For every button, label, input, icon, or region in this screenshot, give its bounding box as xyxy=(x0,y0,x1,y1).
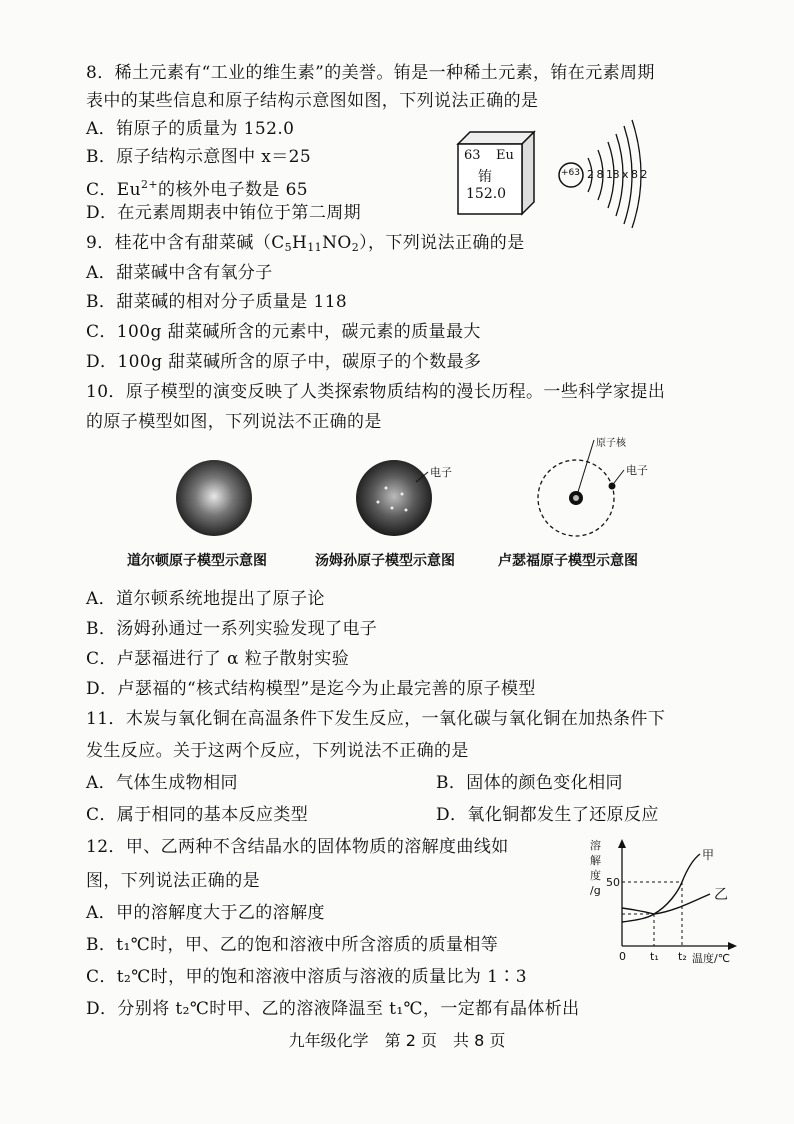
q11-option-a: A．气体生成物相同 xyxy=(86,773,238,793)
atom-shell-electrons: 2 8 18 x 8 2 xyxy=(587,168,647,181)
q9-formula-h-count: 11 xyxy=(307,241,323,254)
q9-formula-c-count: 5 xyxy=(284,241,293,254)
dalton-caption: 道尔顿原子模型示意图 xyxy=(127,553,267,569)
q10-option-b: B．汤姆孙通过一系列实验发现了电子 xyxy=(86,619,378,639)
q9-stem-post: ），下列说法正确的是 xyxy=(359,233,525,253)
graph-y-tick-50: 50 xyxy=(606,876,620,889)
q12-stem-line1: 12．甲、乙两种不含结晶水的固体物质的溶解度曲线如 xyxy=(86,837,509,857)
q9-option-c: C．100g 甜菜碱所含的元素中，碳元素的质量最大 xyxy=(86,322,481,342)
q8-option-a: A．铕原子的质量为 152.0 xyxy=(86,119,295,139)
q10-option-c: C．卢瑟福进行了 α 粒子散射实验 xyxy=(86,649,350,669)
thomson-caption: 汤姆孙原子模型示意图 xyxy=(315,553,455,569)
q11-stem-line2: 发生反应。关于这两个反应，下列说法不正确的是 xyxy=(86,741,469,761)
q10-stem-line1: 10．原子模型的演变反映了人类探索物质结构的漫长历程。一些科学家提出 xyxy=(86,382,666,402)
atom-nucleus-charge: +63 xyxy=(561,168,580,178)
graph-t1-label: t₁ xyxy=(650,950,659,963)
q8-option-d: D．在元素周期表中铕位于第二周期 xyxy=(86,203,362,223)
q12-option-a: A．甲的溶解度大于乙的溶解度 xyxy=(86,903,325,923)
q8-option-c-post: 的核外电子数是 65 xyxy=(157,180,309,200)
q10-option-d: D．卢瑟福的“核式结构模型”是迄今为止最完善的原子模型 xyxy=(86,679,536,699)
q11-option-b: B．固体的颜色变化相同 xyxy=(436,773,623,793)
q12-option-c: C．t₂℃时，甲的饱和溶液中溶质与溶液的质量比为 1∶3 xyxy=(86,967,527,987)
q11-option-c: C．属于相同的基本反应类型 xyxy=(86,805,309,825)
q8-option-c xyxy=(86,174,308,201)
rutherford-nucleus-label: 原子核 xyxy=(596,438,626,449)
element-cell-cube xyxy=(456,130,536,216)
rutherford-electron-label: 电子 xyxy=(626,464,648,477)
q9-formula-h: H xyxy=(292,233,308,253)
q8-stem-line2: 表中的某些信息和原子结构示意图如图，下列说法正确的是 xyxy=(86,91,539,111)
rutherford-model xyxy=(538,440,624,536)
graph-t2-label: t₂ xyxy=(678,950,687,963)
graph-series-yi-label: 乙 xyxy=(714,887,728,903)
thomson-model-sphere xyxy=(356,460,432,536)
q9-option-a: A．甜菜碱中含有氧分子 xyxy=(86,263,273,283)
q11-stem-line1: 11．木炭与氧化铜在高温条件下发生反应，一氧化碳与氧化铜在加热条件下 xyxy=(86,709,666,729)
q12-stem-line2: 图，下列说法正确的是 xyxy=(86,871,260,891)
q11-option-d: D．氧化铜都发生了还原反应 xyxy=(436,805,659,825)
graph-origin-label: 0 xyxy=(619,950,626,963)
element-symbol: Eu xyxy=(496,148,514,163)
atom-models-figure xyxy=(150,432,670,542)
q9-stem xyxy=(86,232,525,259)
q9-option-b: B．甜菜碱的相对分子质量是 118 xyxy=(86,292,348,312)
graph-series-jia-label: 甲 xyxy=(702,848,715,862)
graph-x-label: 温度/℃ xyxy=(692,952,731,965)
q8-option-b: B．原子结构示意图中 x＝25 xyxy=(86,147,312,167)
q9-formula-no: NO xyxy=(322,233,352,253)
q8-stem-line1: 8．稀土元素有“工业的维生素”的美誉。铕是一种稀土元素，铕在元素周期 xyxy=(86,63,655,83)
element-atomic-number: 63 xyxy=(464,148,481,163)
element-atomic-mass: 152.0 xyxy=(466,186,507,202)
q8-option-c-charge: 2+ xyxy=(140,178,158,191)
q10-stem-line2: 的原子模型如图，下列说法不正确的是 xyxy=(86,412,382,432)
rutherford-caption: 卢瑟福原子模型示意图 xyxy=(498,553,638,569)
graph-y-label: 溶 解 度 /g xyxy=(590,839,601,897)
q12-option-b: B．t₁℃时，甲、乙的饱和溶液中所含溶质的质量相等 xyxy=(86,935,499,955)
curve-jia xyxy=(622,854,700,922)
q8-option-c-pre: C．Eu xyxy=(86,180,141,200)
q12-option-d: D．分别将 t₂℃时甲、乙的溶液降温至 t₁℃，一定都有晶体析出 xyxy=(86,999,580,1019)
element-name: 铕 xyxy=(478,169,492,185)
thomson-electron-label: 电子 xyxy=(430,466,452,479)
q9-option-d: D．100g 甜菜碱所含的原子中，碳原子的个数最多 xyxy=(86,352,482,372)
page-footer: 九年级化学 第 2 页 共 8 页 xyxy=(288,1031,506,1050)
dalton-model-sphere xyxy=(176,460,252,536)
q9-stem-pre: 9．桂花中含有甜菜碱（C xyxy=(86,233,285,253)
q10-option-a: A．道尔顿系统地提出了原子论 xyxy=(86,589,325,609)
q9-formula-o-count: 2 xyxy=(351,241,360,254)
